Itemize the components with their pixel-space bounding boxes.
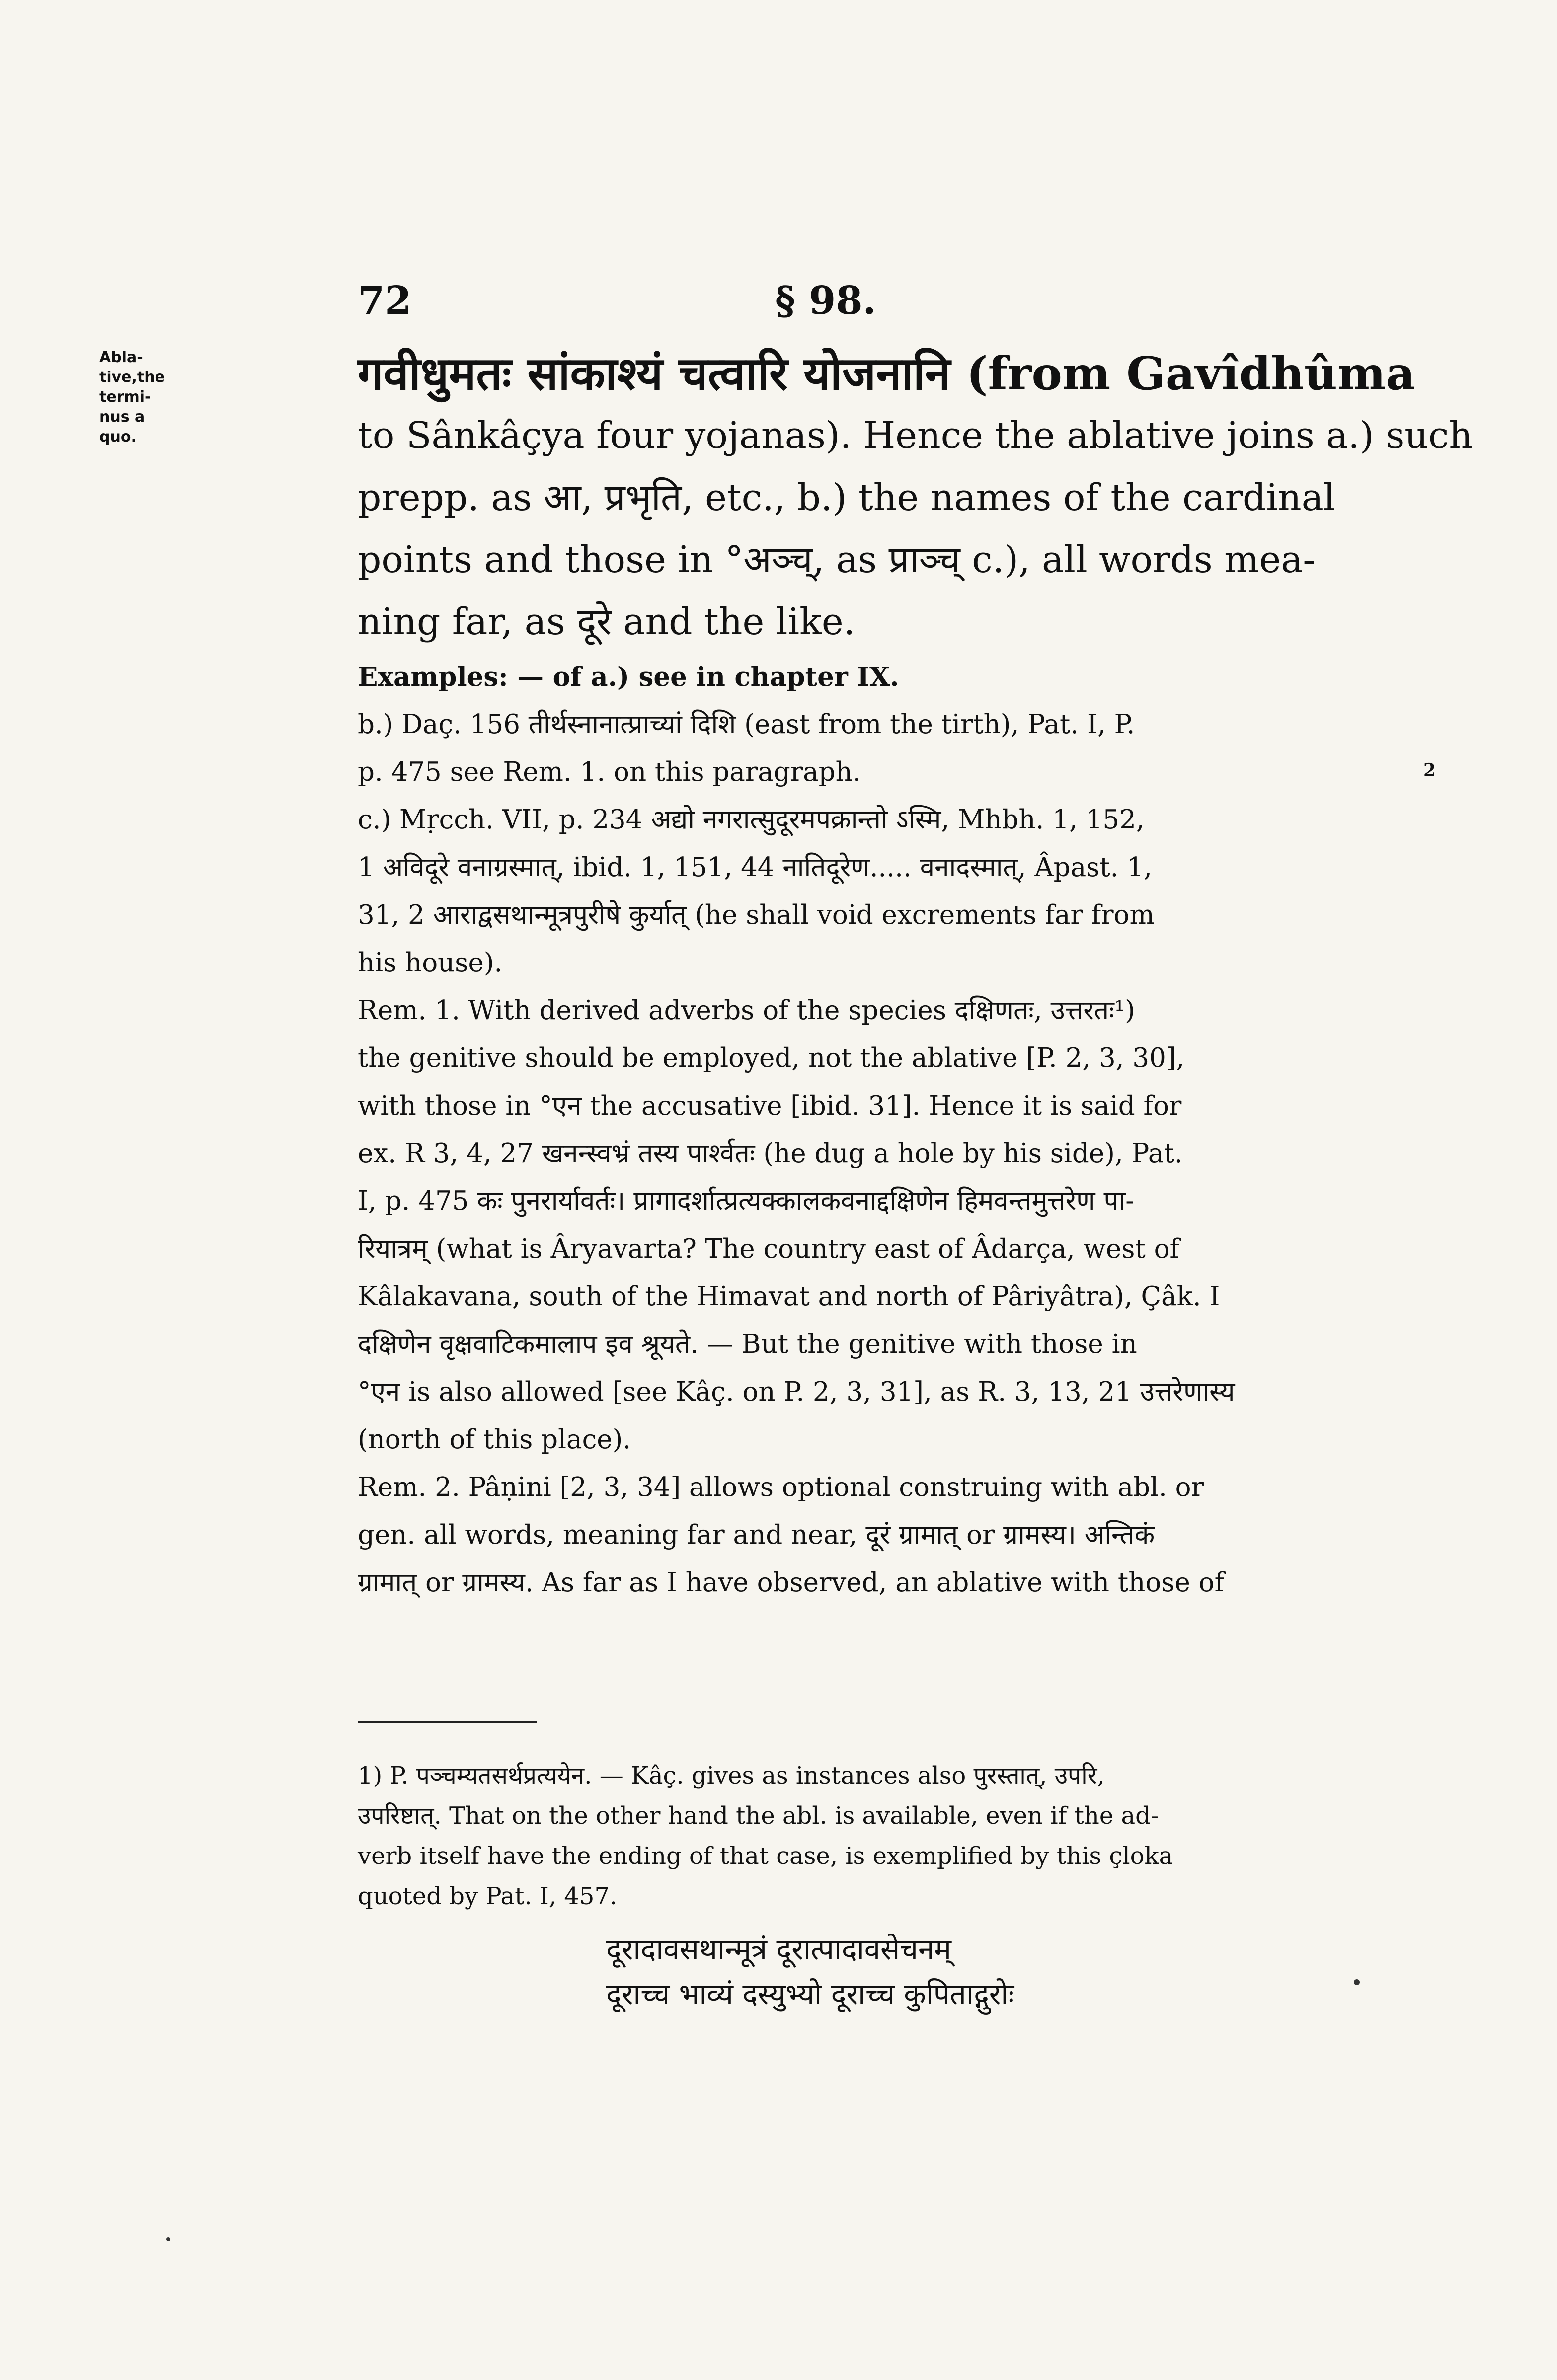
- margin-note-line: quo.: [99, 428, 137, 446]
- body-line: p. 475 see Rem. 1. on this paragraph.: [358, 757, 861, 787]
- print-speck: [166, 2237, 170, 2241]
- body-line: °एन is also allowed [see Kâç. on P. 2, 3, 31], as R. 3, 13, 21 उत्तरेणास्य: [358, 1377, 1235, 1407]
- footnote: [358, 1756, 1376, 1917]
- lead-line: points and those in °अञ्च्, as प्राञ्च् c.), all words mea-: [358, 538, 1316, 581]
- body-line: Kâlakavana, south of the Himavat and north of Pâriyâtra), Çâk. I: [358, 1281, 1220, 1312]
- verse-line: दूरादावसथान्मूत्रं दूरात्पादावसेचनम्: [606, 1933, 951, 1966]
- verse-block: [606, 1927, 1014, 2016]
- body-line: 31, 2 आराद्वसथान्मूत्रपुरीषे कुर्यात् (he shall void excrements far from: [358, 900, 1155, 930]
- lead-line: to Sânkâçya four yojanas). Hence the ablative joins a.) such: [358, 414, 1473, 457]
- examples-line: Examples: — of a.) see in chapter IX.: [358, 662, 899, 692]
- body-line: दक्षिणेन वृक्षवाटिकमालाप इव श्रूयते. — But the genitive with those in: [358, 1329, 1137, 1359]
- body-text: [358, 653, 1376, 1607]
- verse-line: दूराच्च भाव्यं दस्युभ्यो दूराच्च कुपिताद्गुरोः: [606, 1977, 1014, 2011]
- body-line: gen. all words, meaning far and near, दूरं ग्रामात् or ग्रामस्य। अन्तिकं: [358, 1520, 1155, 1550]
- side-mark: 2: [1423, 760, 1436, 781]
- lead-line: गवीधुमतः सांकाश्यं चत्वारि योजनानि (from Gavîdhûma: [358, 347, 1415, 400]
- lead-paragraph: [358, 343, 1473, 653]
- footnote-line: उपरिष्टात्. That on the other hand the abl. is available, even if the ad-: [358, 1802, 1159, 1830]
- footnote-line: 1) P. पञ्चम्यतसर्थप्रत्ययेन. — Kâç. gives as instances also पुरस्तात्, उपरि,: [358, 1762, 1105, 1789]
- body-line: ग्रामात् or ग्रामस्य. As far as I have observed, an ablative with those of: [358, 1567, 1225, 1598]
- margin-note-line: termi-: [99, 388, 151, 406]
- margin-note: [99, 348, 164, 447]
- body-line: with those in °एन the accusative [ibid. 31]. Hence it is said for: [358, 1091, 1182, 1121]
- page-number: 72: [358, 278, 412, 323]
- print-speck: [1354, 1979, 1360, 1985]
- body-line: c.) Mṛcch. VII, p. 234 अद्यो नगरात्सुदूरमपक्रान्तो ऽस्मि, Mhbh. 1, 152,: [358, 805, 1145, 835]
- body-line: (north of this place).: [358, 1424, 631, 1455]
- footnote-line: verb itself have the ending of that case, is exemplified by this çloka: [358, 1842, 1173, 1870]
- lead-line: ning far, as दूरे and the like.: [358, 600, 856, 643]
- margin-note-line: tive,the: [99, 369, 165, 386]
- body-line: his house).: [358, 948, 503, 978]
- remark-2-line: Rem. 2. Pâṇini [2, 3, 34] allows optional construing with abl. or: [358, 1472, 1204, 1502]
- body-line: the genitive should be employed, not the ablative [P. 2, 3, 30],: [358, 1043, 1185, 1073]
- lead-line: prepp. as आ, प्रभृति, etc., b.) the names of the cardinal: [358, 476, 1335, 519]
- body-line: ex. R 3, 4, 27 खनन्स्वभ्रं तस्य पार्श्वतः (he dug a hole by his side), Pat.: [358, 1138, 1183, 1169]
- footnote-divider: [358, 1721, 537, 1723]
- body-line: b.) Daç. 156 तीर्थस्नानात्प्राच्यां दिशि (east from the tirth), Pat. I, P.: [358, 709, 1135, 740]
- body-line: रियात्रम् (what is Âryavarta? The country east of Âdarça, west of: [358, 1234, 1180, 1264]
- footnote-line: quoted by Pat. I, 457.: [358, 1882, 618, 1910]
- body-line: I, p. 475 कः पुनरार्यावर्तः। प्रागादर्शात्प्रत्यक्कालकवनाद्दक्षिणेन हिमवन्तमुत्तरेण पा-: [358, 1186, 1135, 1216]
- remark-1-line: Rem. 1. With derived adverbs of the species दक्षिणतः, उत्तरतः¹): [358, 995, 1135, 1026]
- body-line: 1 अविदूरे वनाग्रस्मात्, ibid. 1, 151, 44 नातिदूरेण..... वनादस्मात्, Âpast. 1,: [358, 852, 1152, 883]
- margin-note-line: Abla-: [99, 349, 143, 366]
- margin-note-line: nus a: [99, 408, 145, 426]
- section-heading: § 98.: [775, 278, 876, 323]
